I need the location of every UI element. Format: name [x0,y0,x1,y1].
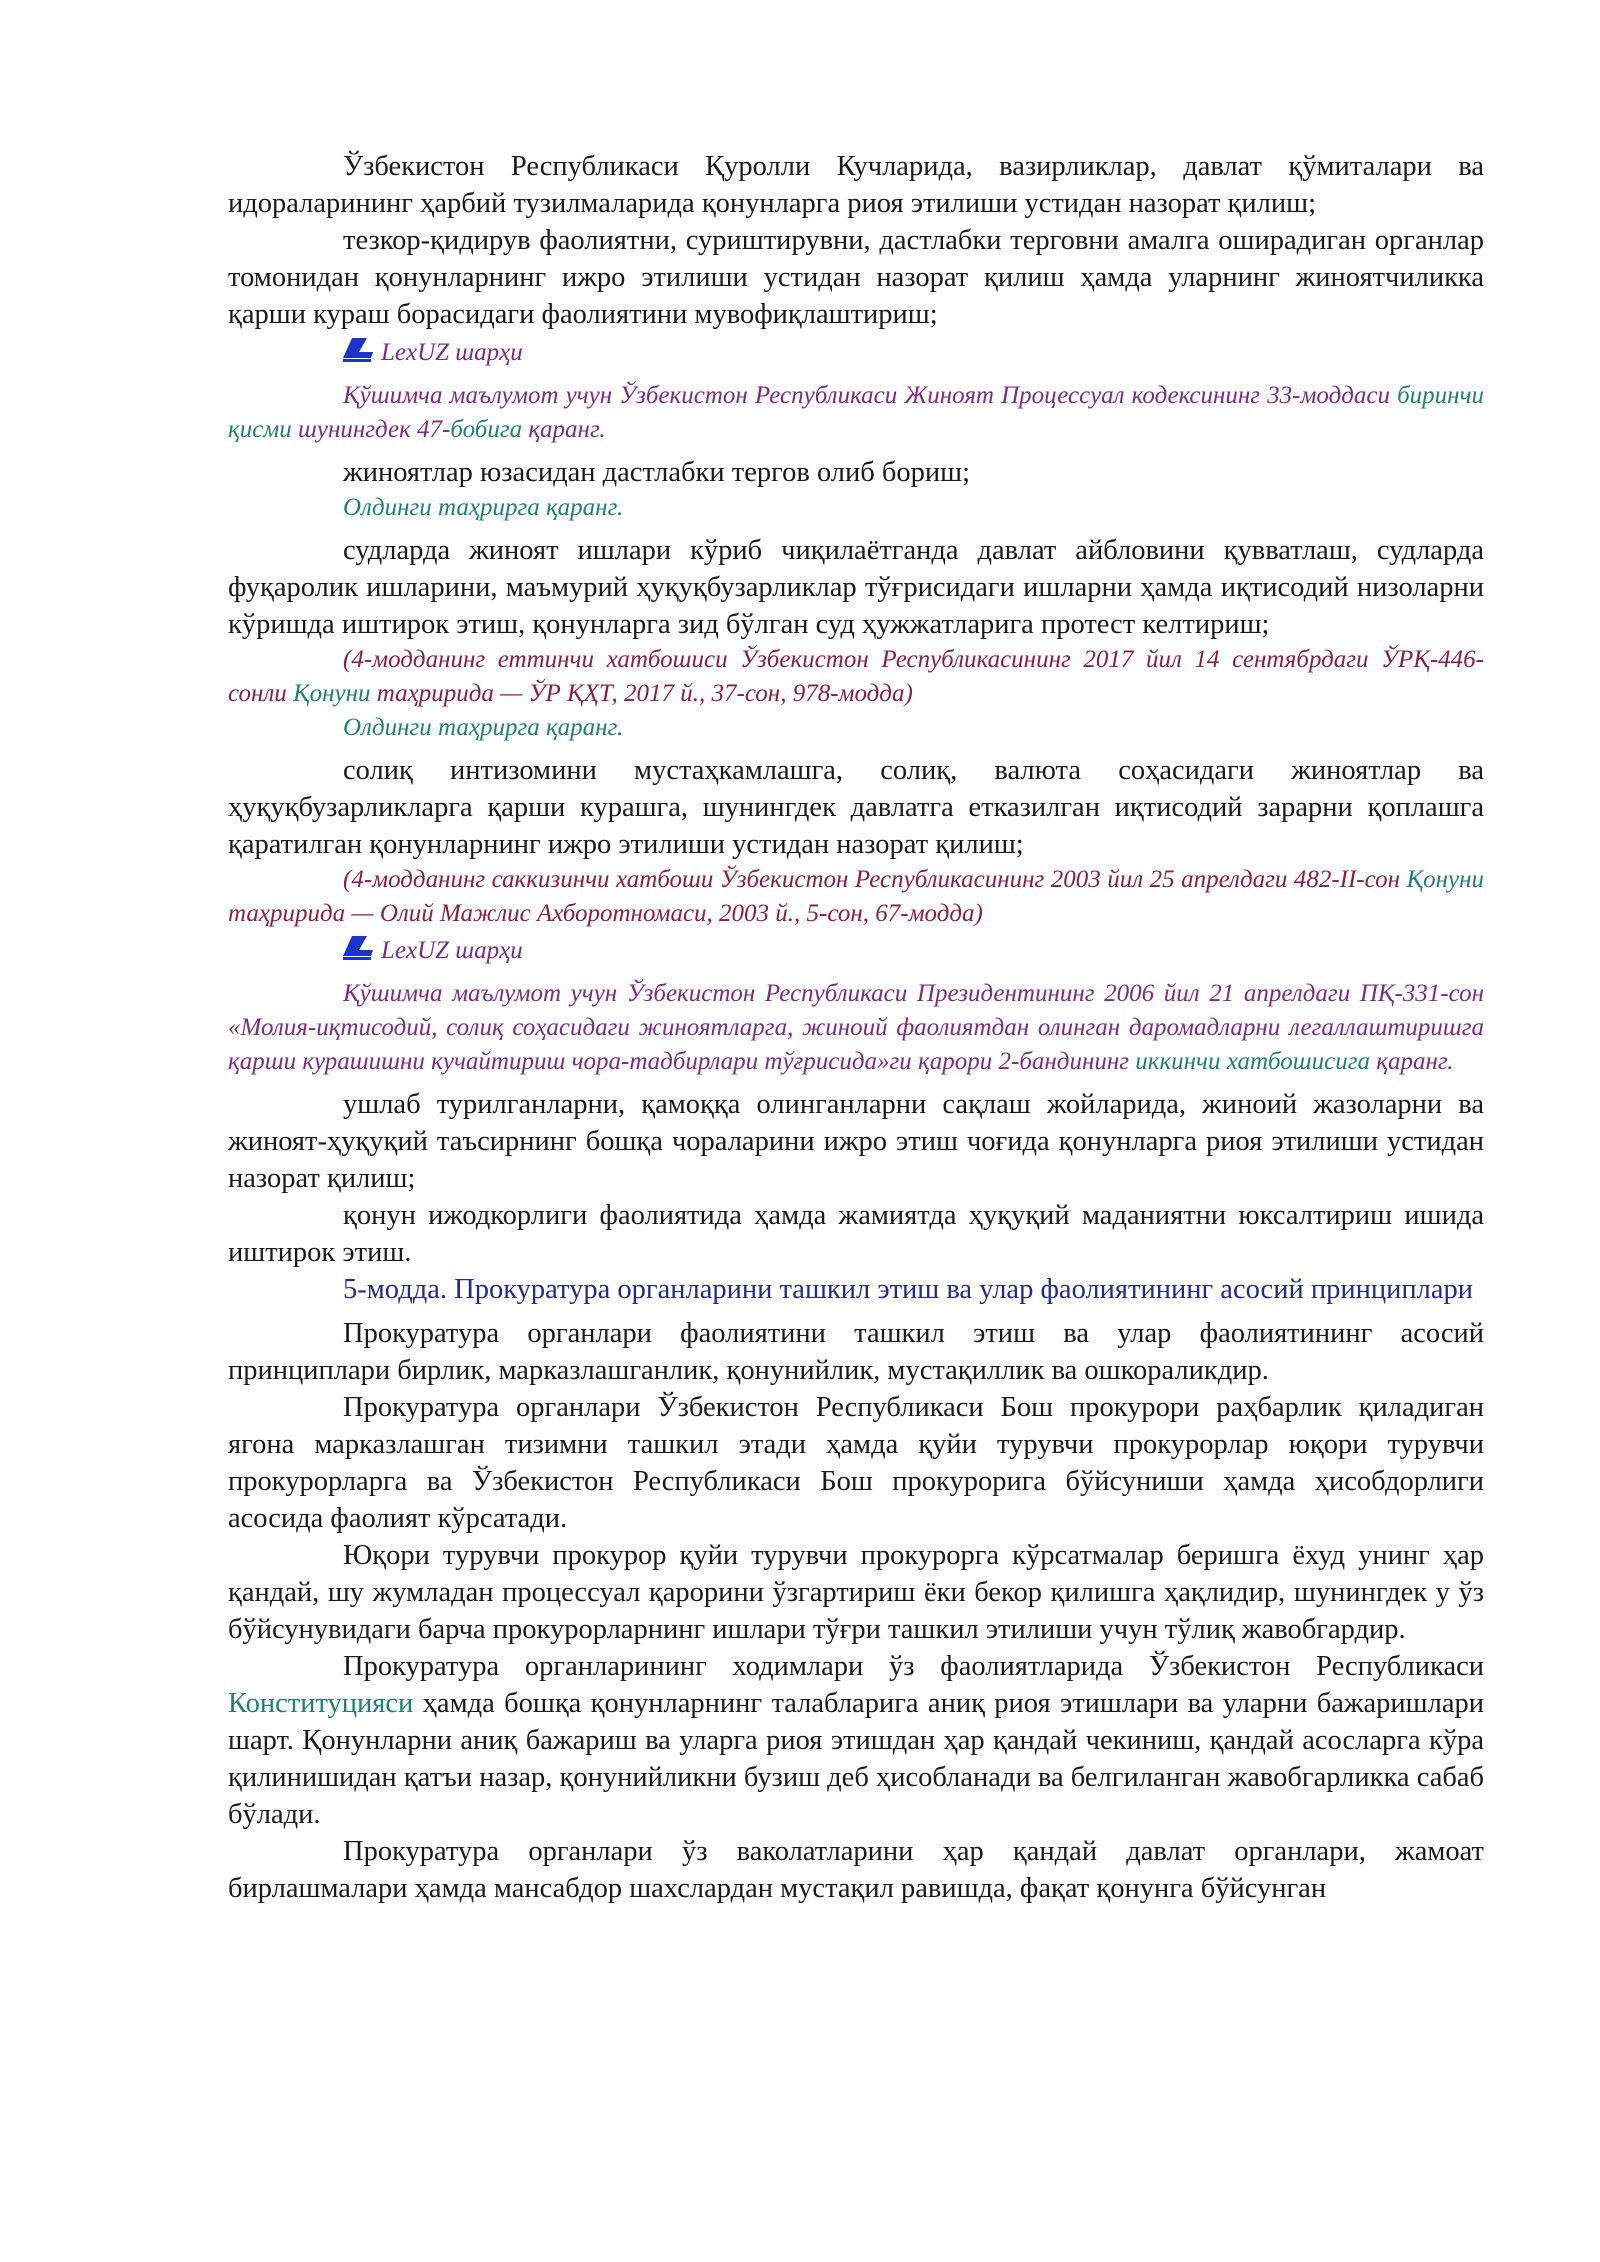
note-link[interactable]: биринчи қисми [228,382,1484,443]
article-heading [228,1271,1484,1308]
lexuz-label: LexUZ шарҳи [381,339,523,366]
lexuz-label: LexUZ шарҳи [381,937,523,964]
law-link[interactable]: Қонуни [1406,866,1484,893]
note-link[interactable]: бобига [450,416,523,443]
lexuz-logo-icon [343,933,373,973]
note-link[interactable]: иккинчи хатбошисига [1135,1048,1371,1075]
previous-edition-link[interactable]: Олдинги таҳрирга қаранг. [343,494,624,521]
note: Қўшимча маълумот учун Ўзбекистон Республикаси Президентининг 2006 йил 21 апрелдаги ПҚ-331-сон «Молия-иқтисодий, солиқ соҳасидаги жиноятларга, жиноий фаолиятдан олинган даромадларни легаллаштиришга қарши курашишни кучайтириш чора-тадбирлари тўғрисида»ги қарори 2-бандининг иккинчи хатбошисига қаранг. [228,980,1484,1075]
law-link[interactable]: Қонуни [293,680,371,707]
previous-edition-link[interactable]: Олдинги таҳрирга қаранг. [343,714,624,741]
lexuz-logo-icon [343,335,373,375]
paragraph: Прокуратура органларининг ходимлари ўз фаолиятларида Ўзбекистон Республикаси Конституцияси ҳамда бошқа қонунларнинг талабларига аниқ риоя этишлари ва уларни бажаришлари шарт. Қонунларни аниқ бажариш ва уларга риоя этишдан ҳар қандай чекиниш, қандай асосларга кўра қилинишидан қатъи назар, қонунийликни бузиш деб ҳисобланади ва белгиланган жавобгарликка сабаб бўлади. [228,1651,1484,1830]
paragraph: ушлаб турилганларни, қамоққа олинганларни сақлаш жойларида, жиноий жазоларни ва жиноят-ҳуқуқий таъсирнинг бошқа чораларини ижро этиш чоғида қонунларга риоя этилиши устидан назорат қилиш; [228,1089,1484,1194]
paragraph: Юқори турувчи прокурор қуйи турувчи прокурорга кўрсатмалар беришга ёхуд унинг ҳар қандай, шу жумладан процессуал қарорини ўзгартириш ёки бекор қилишга ҳақлидир, шунингдек у ўз бўйсунувидаги барча прокурорларнинг ишлари тўғри ташкил этилиши учун тўлиқ жавобгардир. [228,1540,1484,1645]
amendment-note: (4-модданинг еттинчи хатбошиси Ўзбекистон Республикасининг 2017 йил 14 сентябрдаги ЎРҚ-446-сонли Қонуни таҳририда — ЎР ҚҲТ, 2017 й., 37-сон, 978-модда) [228,646,1484,707]
paragraph: солиқ интизомини мустаҳкамлашга, солиқ, валюта соҳасидаги жиноятлар ва ҳуқуқбузарликларга қарши курашга, шунингдек давлатга етказилган иқтисодий зарарни қоплашга қаратилган қонунларнинг ижро этилиши устидан назорат қилиш; [228,755,1484,860]
lexuz-comment-link[interactable] [228,931,1484,973]
article-number: 5-модда. [343,1274,447,1305]
lexuz-comment-link[interactable] [228,333,1484,375]
paragraph: судларда жиноят ишлари кўриб чиқилаётганда давлат айбловини қувватлаш, судларда фуқаролик ишларини, маъмурий ҳуқуқбузарликлар тўғрисидаги ишларни ҳамда иқтисодий низоларни кўришда иштирок этиш, қонунларга зид бўлган суд ҳужжатларига протест келтириш; [228,535,1484,640]
amendment-note: (4-модданинг саккизинчи хатбоши Ўзбекистон Республикасининг 2003 йил 25 апрелдаги 482-II-сон Қонуни таҳририда — Олий Мажлис Ахборотномаси, 2003 й., 5-сон, 67-модда) [228,866,1484,927]
paragraph: жиноятлар юзасидан дастлабки тергов олиб бориш; [343,457,971,488]
note: Қўшимча маълумот учун Ўзбекистон Республикаси Жиноят Процессуал кодексининг 33-моддаси биринчи қисми шунингдек 47-бобига қаранг. [228,382,1484,443]
paragraph: Ўзбекистон Республикаси Қуролли Кучларида, вазирликлар, давлат қўмиталари ва идораларининг ҳарбий тузилмаларида қонунларга риоя этилиши устидан назорат қилиш; [228,151,1484,219]
paragraph: қонун ижодкорлиги фаолиятида ҳамда жамиятда ҳуқуқий маданиятни юксалтириш ишида иштирок этиш. [228,1200,1484,1268]
document-page [228,148,1484,1907]
paragraph: тезкор-қидирув фаолиятни, суриштирувни, дастлабки терговни амалга оширадиган органлар томонидан қонунларнинг ижро этилиши устидан назорат қилиш ҳамда уларнинг жиноятчиликка қарши кураш борасидаги фаолиятини мувофиқлаштириш; [228,225,1484,330]
article-title: Прокуратура органларини ташкил этиш ва улар фаолиятининг асосий принциплари [454,1274,1473,1305]
constitution-link[interactable]: Конституцияси [228,1688,414,1719]
paragraph: Прокуратура органлари Ўзбекистон Республикаси Бош прокурори раҳбарлик қиладиган ягона марказлашган тизимни ташкил этади ҳамда қуйи турувчи прокурорлар юқори турувчи прокурорларга ва Ўзбекистон Республикаси Бош прокурорига бўйсуниши ҳамда ҳисобдорлиги асосида фаолият кўрсатади. [228,1392,1484,1534]
paragraph: Прокуратура органлари ўз ваколатларини ҳар қандай давлат органлари, жамоат бирлашмалари ҳамда мансабдор шахслардан мустақил равишда, фақат қонунга бўйсунган [228,1836,1484,1904]
paragraph: Прокуратура органлари фаолиятини ташкил этиш ва улар фаолиятининг асосий принциплари бирлик, марказлашганлик, қонунийлик, мустақиллик ва ошкораликдир. [228,1318,1484,1386]
